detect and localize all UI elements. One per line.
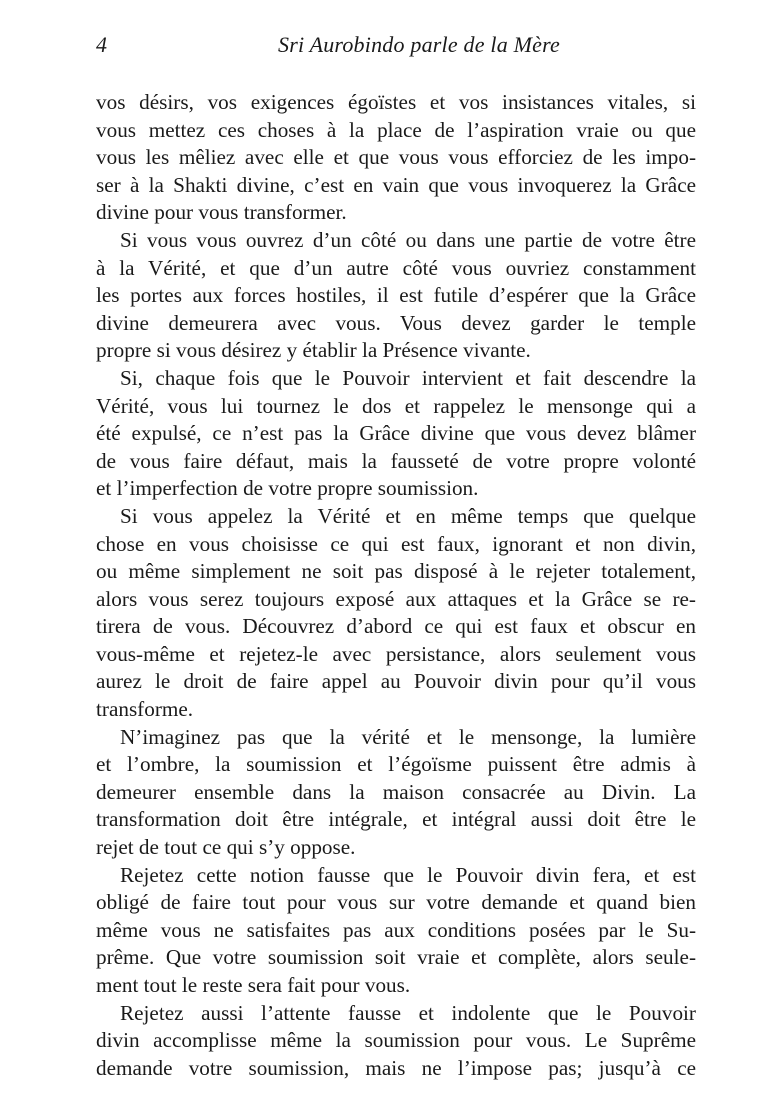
text-line: tirera de vous. Découvrez d’abord ce qui est faux et obscur en	[96, 614, 696, 639]
text-line: chose en vous choisisse ce qui est faux, ignorant et non divin,	[96, 531, 696, 556]
text-line: propre si vous désirez y établir la Présence vivante.	[96, 338, 531, 363]
text-line: transformation doit être intégrale, et intégral aussi doit être le	[96, 807, 696, 832]
text-line: Vérité, vous lui tournez le dos et rappelez le mensonge qui a	[96, 393, 696, 418]
paragraph	[96, 227, 696, 365]
text-line: N’imaginez pas que la vérité et le mensonge, la lumière	[120, 724, 696, 749]
text-line: aurez le droit de faire appel au Pouvoir divin pour qu’il vous	[96, 669, 696, 694]
text-line: transforme.	[96, 697, 194, 722]
text-line: ser à la Shakti divine, c’est en vain que vous invoquerez la Grâce	[96, 172, 696, 197]
text-line: de vous faire défaut, mais la fausseté de votre propre volonté	[96, 448, 696, 473]
text-line: divine demeurera avec vous. Vous devez garder le temple	[96, 310, 696, 335]
text-line: ou même simplement ne soit pas disposé à le rejeter totalement,	[96, 559, 696, 584]
paragraph	[96, 1000, 696, 1083]
text-line: été expulsé, ce n’est pas la Grâce divine que vous devez blâmer	[96, 421, 696, 446]
page-number: 4	[96, 32, 107, 57]
text-line: vos désirs, vos exigences égoïstes et vos insistances vitales, si	[96, 90, 696, 114]
text-line: ment tout le reste sera fait pour vous.	[96, 973, 411, 997]
text-line: même vous ne satisfaites pas aux conditions posées par le Su-	[96, 917, 696, 942]
text-line: Si vous vous ouvrez d’un côté ou dans une partie de votre être	[120, 227, 696, 252]
text-line: Si, chaque fois que le Pouvoir intervient et fait descendre la	[120, 365, 696, 390]
paragraph	[96, 89, 696, 227]
text-line: les portes aux forces hostiles, il est futile d’espérer que la Grâce	[96, 283, 696, 308]
text-line: Si vous appelez la Vérité et en même temps que quelque	[120, 503, 696, 528]
text-line: divine pour vous transformer.	[96, 200, 347, 225]
page-header	[96, 30, 696, 60]
text-line: Rejetez aussi l’attente fausse et indolente que le Pouvoir	[120, 1000, 696, 1025]
text-line: vous-même et rejetez-le avec persistance, alors seulement vous	[96, 641, 696, 666]
text-line: demeurer ensemble dans la maison consacrée au Divin. La	[96, 779, 696, 804]
text-line: à la Vérité, et que d’un autre côté vous ouvriez constamment	[96, 255, 696, 280]
text-line: vous les mêliez avec elle et que vous vous efforciez de les impo-	[96, 145, 696, 170]
running-title: Sri Aurobindo parle de la Mère	[278, 32, 560, 57]
text-line: et l’ombre, la soumission et l’égoïsme puissent être admis à	[96, 752, 696, 777]
text-line: rejet de tout ce qui s’y oppose.	[96, 835, 356, 860]
text-line: obligé de faire tout pour vous sur votre demande et quand bien	[96, 890, 696, 915]
text-line: alors vous serez toujours exposé aux attaques et la Grâce se re-	[96, 586, 696, 611]
paragraph	[96, 724, 696, 862]
body-text	[96, 89, 696, 1082]
text-line: Rejetez cette notion fausse que le Pouvoir divin fera, et est	[120, 862, 696, 887]
text-line: divin accomplisse même la soumission pour vous. Le Suprême	[96, 1028, 696, 1053]
text-line: et l’imperfection de votre propre soumission.	[96, 476, 479, 501]
text-line: vous mettez ces choses à la place de l’aspiration vraie ou que	[96, 117, 696, 142]
text-line: demande votre soumission, mais ne l’impose pas; jusqu’à ce	[96, 1055, 696, 1080]
text-line: prême. Que votre soumission soit vraie et complète, alors seule-	[96, 945, 696, 970]
paragraph	[96, 503, 696, 724]
paragraph	[96, 365, 696, 503]
paragraph	[96, 862, 696, 1000]
